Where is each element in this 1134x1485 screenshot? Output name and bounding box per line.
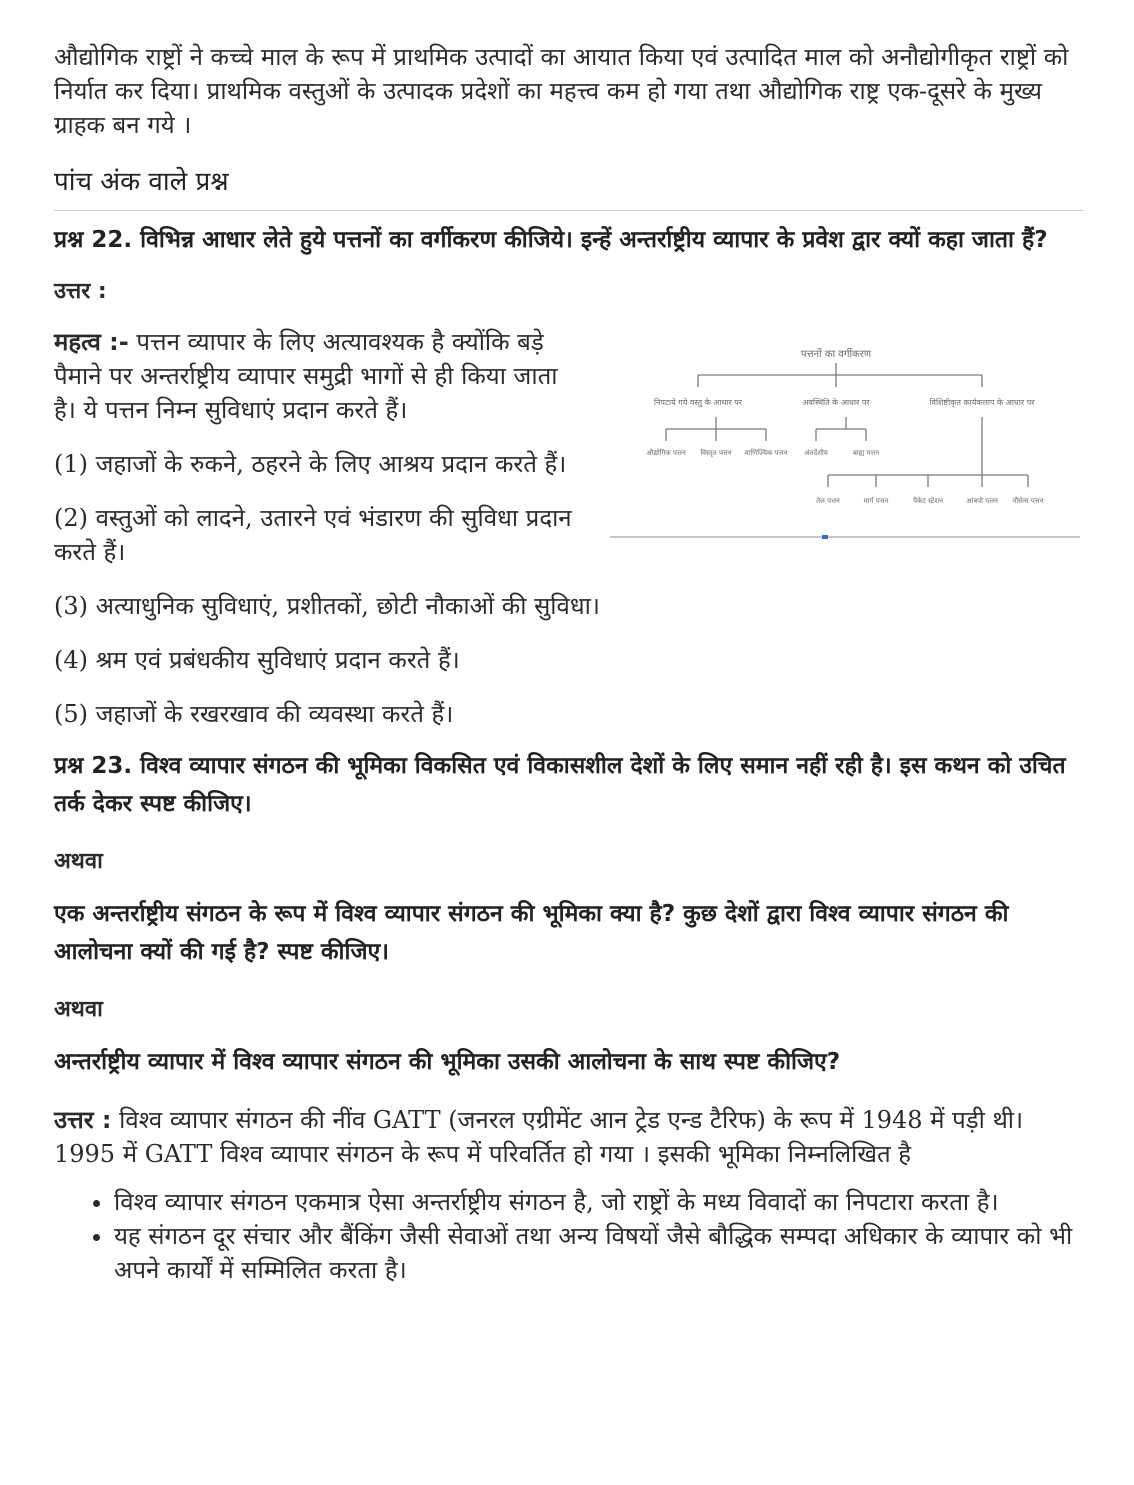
facility-item-4: (4) श्रम एवं प्रबंधकीय सुविधाएं प्रदान करते हैं। [54, 646, 460, 674]
diagram-location-2: बाह्य पत्तन [852, 449, 880, 457]
answer-22-text-column [54, 325, 574, 569]
answer-22-body [54, 325, 1084, 569]
document-page [54, 40, 1084, 1287]
question-23-alt-1: एक अन्तर्राष्ट्रीय संगठन के रूप में विश्व व्यापार संगठन की भूमिका क्या है? कुछ देशों द्वारा विश्व व्यापार संगठन की आलोचना क्यों की गई है? स्पष्ट कीजिए। [54, 901, 1009, 965]
importance-label: महत्व :- [54, 328, 129, 356]
question-22: प्रश्न 22. विभिन्न आधार लेते हुये पत्तनों का वर्गीकरण कीजिये। इन्हें अन्तर्राष्ट्रीय व्यापार के प्रवेश द्वार क्यों कहा जाता हैं? [54, 227, 1048, 253]
list-item: • यह संगठन दूर संचार और बैंकिंग जैसी सेवाओं तथा अन्य विषयों जैसे बौद्धिक सम्पदा अधिकार के व्यापार को भी अपने कार्यों में सम्मिलित करता है। [114, 1219, 1084, 1287]
facility-item-1: (1) जहाजों के रुकने, ठहरने के लिए आश्रय प्रदान करते हैं। [54, 450, 567, 478]
answer-label-22: उत्तर : [54, 279, 107, 304]
or-separator-1: अथवा [54, 849, 103, 874]
diagram-marker [822, 535, 828, 539]
answer-23-text: विश्व व्यापार संगठन की नींव GATT (जनरल एग्रीमेंट आन ट्रेड एन्ड टैरिफ) के रूप में 1948 में पड़ी थी। 1995 में GATT विश्व व्यापार संगठन के रूप में परिवर्तित हो गया । इसकी भूमिका निम्नलिखित है [54, 1106, 1024, 1168]
diagram-special-5: नौसेना पत्तन [1012, 497, 1044, 505]
list-item: • विश्व व्यापार संगठन एकमात्र ऐसा अन्तर्राष्ट्रीय संगठन है, जो राष्ट्रों के मध्य विवादों का निपटारा करता है। [114, 1185, 1084, 1219]
question-23-alt-2: अन्तर्राष्ट्रीय व्यापार में विश्व व्यापार संगठन की भूमिका उसकी आलोचना के साथ स्पष्ट कीजिए? [54, 1049, 841, 1075]
diagram-cargo-3: वाणिज्यिक पत्तन [744, 449, 788, 457]
diagram-special-2: मार्ग पत्तन [863, 497, 889, 505]
intro-paragraph: औद्योगिक राष्ट्रों ने कच्चे माल के रूप में प्राथमिक उत्पादों का आयात किया एवं उत्पादित माल को अनौद्योगीकृत राष्ट्रों को निर्यात कर दिया। प्राथमिक वस्तुओं के उत्पादक प्रदेशों का महत्त्व कम हो गया तथा औद्योगिक राष्ट्र एक-दूसरे के मुख्य ग्राहक बन गये । [54, 43, 1069, 139]
section-heading: पांच अंक वाले प्रश्न [54, 164, 1084, 211]
role-bullet-list [54, 1185, 1084, 1287]
diagram-root: पत्तनों का वर्गीकरण [800, 349, 872, 360]
diagram-branch-1: निपटाये गये वस्तु के आधार पर [653, 398, 743, 407]
port-classification-chart [610, 325, 1090, 555]
diagram-special-1: तेल पत्तन [816, 497, 840, 505]
diagram-cargo-1: औद्योगिक पत्तन [646, 449, 686, 457]
facility-item-5: (5) जहाजों के रखरखाव की व्यवस्था करते हैं। [54, 700, 454, 728]
diagram-branch-2: अवस्थिति के आधार पर [802, 398, 870, 407]
answer-label-23: उत्तर : [54, 1106, 112, 1134]
diagram-branch-3: विशिष्टीकृत कार्यकलाप के आधार पर [929, 398, 1035, 407]
question-23: प्रश्न 23. विश्व व्यापार संगठन की भूमिका विकसित एवं विकासशील देशों के लिए समान नहीं रही है। इस कथन को उचित तर्क देकर स्पष्ट कीजिए। [54, 753, 1066, 817]
facility-item-2: (2) वस्तुओं को लादने, उतारने एवं भंडारण की सुविधा प्रदान करते हैं। [54, 504, 572, 566]
importance-text: पत्तन व्यापार के लिए अत्यावश्यक है क्योंकि बड़े पैमाने पर अन्तर्राष्ट्रीय व्यापार समुद्री भागों से ही किया जाता है। ये पत्तन निम्न सुविधाएं प्रदान करते हैं। [54, 328, 558, 424]
facility-item-3: (3) अत्याधुनिक सुविधाएं, प्रशीतकों, छोटी नौकाओं की सुविधा। [54, 592, 600, 620]
or-separator-2: अथवा [54, 997, 103, 1022]
diagram-special-4: आंत्रपो पत्तन [966, 497, 998, 505]
classification-diagram [574, 325, 1084, 569]
diagram-location-1: अंतर्देशीय [804, 449, 828, 457]
diagram-special-3: पैकेट स्टेशन [912, 497, 944, 505]
importance-paragraph [54, 325, 574, 427]
answer-23-paragraph [54, 1103, 1084, 1171]
diagram-cargo-2: विस्तृत पत्तन [700, 449, 732, 457]
